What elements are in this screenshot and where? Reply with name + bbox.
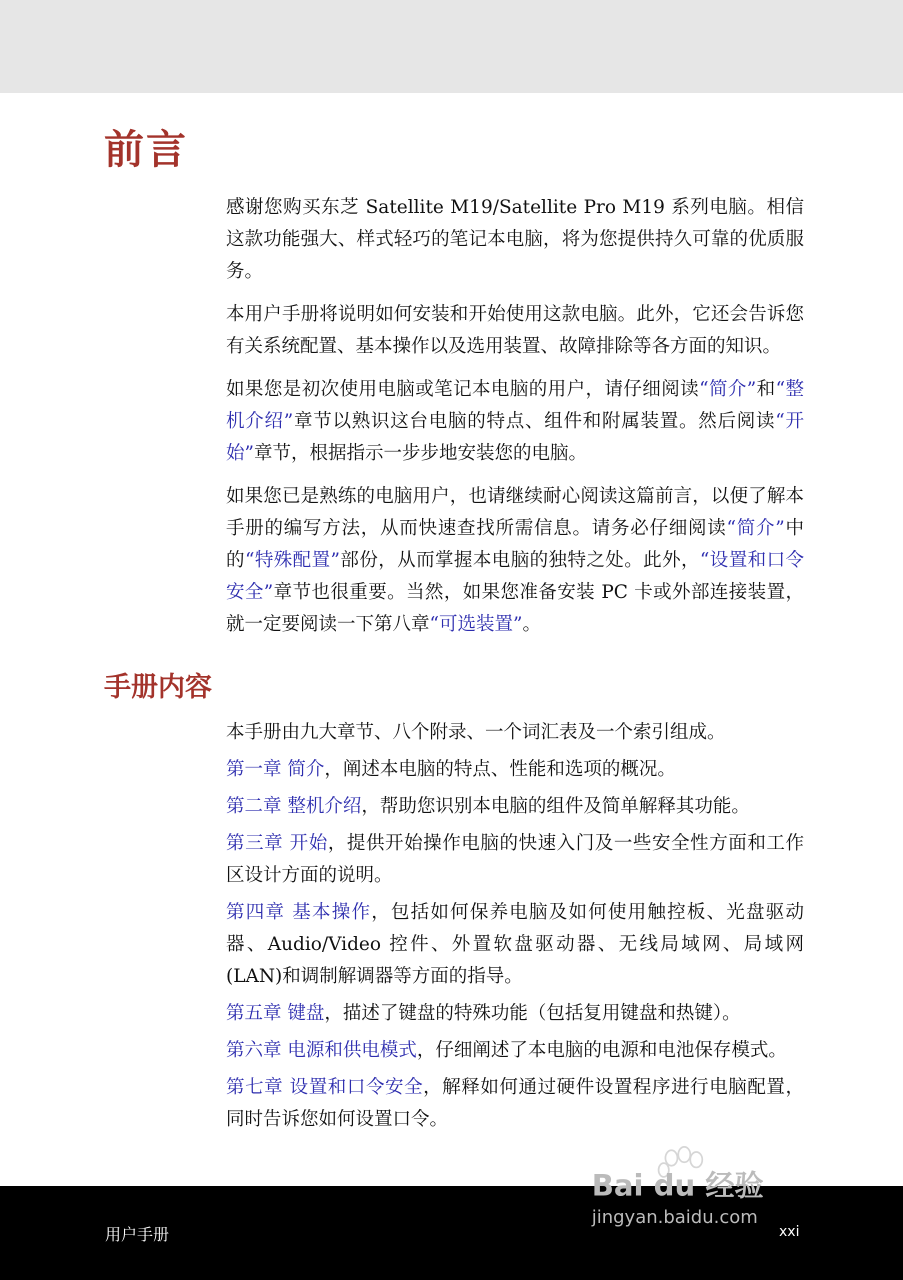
chapter-link[interactable]: “整机介绍” (226, 379, 804, 432)
svg-text:Bai du 经验: Bai du 经验 (591, 1168, 764, 1203)
body-text: ，仔细阐述了本电脑的电源和电池保存模式。 (416, 1040, 787, 1061)
body-text: ，提供开始操作电脑的快速入门及一些安全性方面和工作区设计方面的说明。 (226, 833, 804, 886)
body-text: 如果您是初次使用电脑或笔记本电脑的用户，请仔细阅读 (226, 379, 700, 400)
body-text: ，阐述本电脑的特点、性能和选项的概况。 (324, 759, 676, 780)
section-title: 手册内容 (104, 672, 212, 703)
baidu-watermark-logo (590, 1146, 770, 1236)
contents-paragraph (226, 998, 804, 1030)
intro-paragraph (226, 481, 804, 641)
page-number: xxi (779, 1224, 800, 1240)
contents-section (226, 717, 804, 1141)
contents-paragraph (226, 897, 804, 993)
chapter-link[interactable]: 第六章 电源和供电模式 (226, 1040, 417, 1061)
chapter-link[interactable]: “简介” (699, 379, 757, 400)
body-text: ，帮助您识别本电脑的组件及简单解释其功能。 (361, 796, 750, 817)
body-text: ，描述了键盘的特殊功能（包括复用键盘和热键）。 (324, 1003, 741, 1024)
chapter-link[interactable]: “开始” (226, 411, 804, 464)
body-text: 章节也很重要。当然，如果您准备安装 PC 卡或外部连接装置，就一定要阅读一下第八章 (226, 582, 804, 635)
body-text: 感谢您购买东芝 Satellite M19/Satellite Pro M19 系列电脑。相信这款功能强大、样式轻巧的笔记本电脑，将为您提供持久可靠的优质服务。 (226, 197, 804, 282)
footer-title: 用户手册 (105, 1225, 170, 1244)
body-text: 章节，根据指示一步步地安装您的电脑。 (253, 443, 587, 464)
body-text: 本用户手册将说明如何安装和开始使用这款电脑。此外，它还会告诉您有关系统配置、基本操作以及选用装置、故障排除等各方面的知识。 (226, 304, 804, 357)
body-text: 部份，从而掌握本电脑的独特之处。此外， (339, 550, 700, 571)
intro-paragraph (226, 374, 804, 470)
chapter-link[interactable]: 第二章 整机介绍 (226, 796, 362, 817)
chapter-link[interactable]: “可选装置” (429, 614, 523, 635)
contents-paragraph (226, 717, 804, 749)
chapter-link[interactable]: 第四章 基本操作 (226, 902, 372, 923)
chapter-link[interactable]: 第一章 简介 (226, 759, 325, 780)
chapter-link[interactable]: 第五章 键盘 (226, 1003, 325, 1024)
contents-paragraph (226, 1035, 804, 1067)
contents-paragraph (226, 791, 804, 823)
svg-text:jingyan.baidu.com: jingyan.baidu.com (591, 1207, 758, 1229)
contents-paragraph (226, 828, 804, 892)
chapter-link[interactable]: 第七章 设置和口令安全 (226, 1077, 424, 1098)
body-text: 。 (522, 614, 541, 635)
body-text: 中的 (226, 518, 804, 571)
body-text: 本手册由九大章节、八个附录、一个词汇表及一个索引组成。 (226, 722, 726, 743)
intro-paragraph (226, 192, 804, 288)
intro-paragraph (226, 299, 804, 363)
chapter-link[interactable]: “特殊配置” (244, 550, 340, 571)
body-text: ，包括如何保养电脑及如何使用触控板、光盘驱动器、Audio/Video 控件、外置软盘驱动器、无线局域网、局域网 (LAN)和调制解调器等方面的指导。 (226, 902, 804, 987)
body-text: 如果您已是熟练的电脑用户，也请继续耐心阅读这篇前言，以便了解本手册的编写方法，从而快速查找所需信息。请务必仔细阅读 (226, 486, 804, 539)
chapter-link[interactable]: 第三章 开始 (226, 833, 328, 854)
intro-section (226, 192, 804, 652)
contents-paragraph (226, 1072, 804, 1136)
body-text: 章节以熟识这台电脑的特点、组件和附属装置。然后阅读 (293, 411, 776, 432)
top-band (0, 0, 903, 93)
body-text: 和 (756, 379, 776, 400)
chapter-link[interactable]: “简介” (726, 518, 785, 539)
chapter-link[interactable]: “设置和口令安全” (226, 550, 804, 603)
body-text: ，解释如何通过硬件设置程序进行电脑配置，同时告诉您如何设置口令。 (226, 1077, 804, 1130)
contents-paragraph (226, 754, 804, 786)
page-title: 前言 (104, 127, 188, 173)
